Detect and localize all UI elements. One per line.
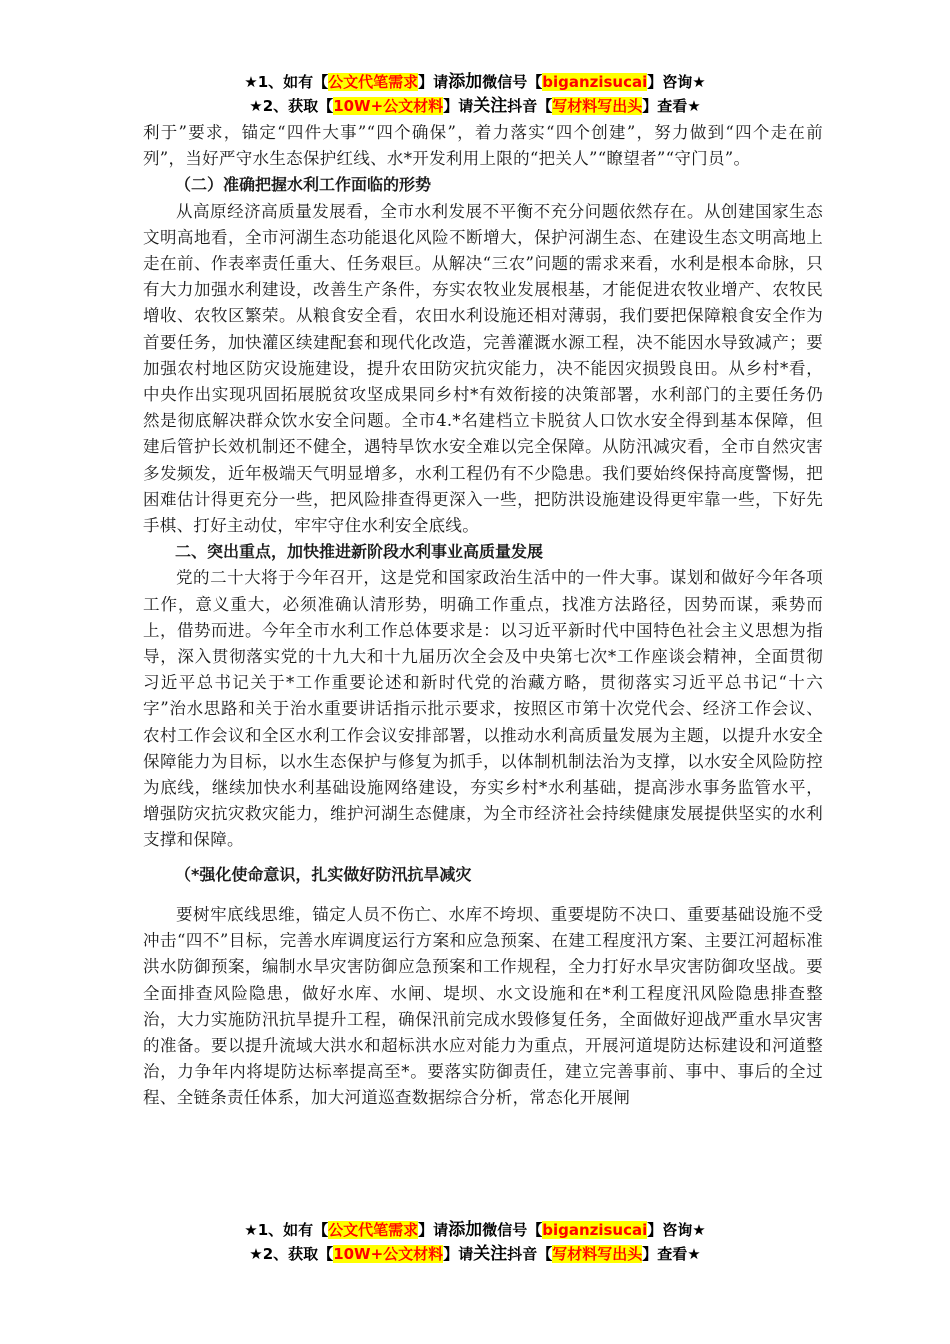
banner-text: ★1、如有【: [244, 73, 329, 91]
paragraph: 党的二十大将于今年召开，这是党和国家政治生活中的一件大事。谋划和做好今年各项工作，意义重大，必须准确认清形势，明确工作重点，找准方法路径，因势而谋，乘势而上，借势而进。今年全市水利工作总体要求是：以习近平新时代中国特色社会主义思想为指导，深入贯彻落实党的十九大和十九届历次全会及中央第七次*工作座谈会精神，全面贯彻习近平总书记关于*工作重要论述和新时代党的治藏方略，贯彻落实习近平总书记“十六字”治水思路和关于治水重要讲话指示批示要求，按照区市第十次党代会、经济工作会议、农村工作会议和全区水利工作会议安排部署，以推动水利高质量发展为主题，以提升水安全保障能力为目标，以水生态保护与修复为抓手，以体制机制法治为支撑，以水安全风险防控为底线，继续加快水利基础设施网络建设，夯实乡村*水利基础，提高涉水事务监管水平，增强防灾抗灾救灾能力，维护河湖生态健康，为全市经济社会持续健康发展提供坚实的水利支撑和保障。: [143, 568, 823, 850]
banner-highlight: 公文代笔需求: [328, 73, 419, 91]
banner-text: 抖音【: [507, 97, 553, 115]
banner-top: [0, 70, 950, 118]
banner-text: 】请: [418, 1221, 449, 1239]
banner-text: ★1、如有【: [244, 1221, 329, 1239]
banner-highlight: 10W+公文材料: [333, 97, 444, 115]
banner-text: 微信号【: [482, 73, 543, 91]
banner-text: 】请: [443, 97, 474, 115]
paragraph: 利于”要求，锚定“四件大事”“四个确保”，着力落实“四个创建”，努力做到“四个走在前列”，当好严守水生态保护红线、水*开发利用上限的“把关人”“瞭望者”“守门员”。: [143, 123, 823, 169]
banner-highlight: 公文代笔需求: [328, 1221, 419, 1239]
banner-text: 】请: [418, 73, 449, 91]
banner-bottom: [0, 1218, 950, 1266]
banner-text: ★2、获取【: [249, 97, 334, 115]
banner-text: 抖音【: [507, 1245, 553, 1263]
banner-highlight: biganzisucai: [542, 1221, 648, 1239]
banner-line-2: [0, 1242, 950, 1266]
banner-text: 】查看★: [642, 1245, 701, 1263]
document-body: [143, 120, 823, 1112]
banner-text: ★2、获取【: [249, 1245, 334, 1263]
banner-text: 】咨询★: [647, 1221, 706, 1239]
banner-text: 微信号【: [482, 1221, 543, 1239]
banner-highlight: biganzisucai: [542, 73, 648, 91]
banner-line-2: [0, 94, 950, 118]
banner-emphasis: 关注: [473, 1244, 508, 1264]
banner-highlight: 写材料写出头: [552, 97, 643, 115]
banner-text: 】查看★: [642, 97, 701, 115]
banner-emphasis: 添加: [448, 1220, 483, 1240]
section-heading: 二、突出重点，加快推进新阶段水利事业高质量发展: [175, 542, 544, 562]
banner-line-1: [0, 1218, 950, 1242]
section-heading: （二）准确把握水利工作面临的形势: [175, 175, 432, 195]
banner-text: 】咨询★: [647, 73, 706, 91]
banner-highlight: 写材料写出头: [552, 1245, 643, 1263]
paragraph: 要树牢底线思维，锚定人员不伤亡、水库不垮坝、重要堤防不决口、重要基础设施不受冲击“四不”目标，完善水库调度运行方案和应急预案、在建工程度汛方案、主要江河超标准洪水防御预案，编制水旱灾害防御应急预案和工作规程，全力打好水旱灾害防御攻坚战。要全面排查风险隐患，做好水库、水闸、堤坝、水文设施和在*利工程度汛风险隐患排查整治，大力实施防汛抗旱提升工程，确保汛前完成水毁修复任务，全面做好迎战严重水旱灾害的准备。要以提升流域大洪水和超标洪水应对能力为重点，开展河道堤防达标建设和河道整治，力争年内将堤防达标率提高至*。要落实防御责任，建立完善事前、事中、事后的全过程、全链条责任体系，加大河道巡查数据综合分析，常态化开展闸: [143, 904, 823, 1108]
banner-highlight: 10W+公文材料: [333, 1245, 444, 1263]
banner-emphasis: 添加: [448, 72, 483, 92]
section-heading: （*强化使命意识，扎实做好防汛抗旱减灾: [175, 864, 472, 884]
banner-text: 】请: [443, 1245, 474, 1263]
banner-emphasis: 关注: [473, 96, 508, 116]
banner-line-1: [0, 70, 950, 94]
paragraph: 从高原经济高质量发展看，全市水利发展不平衡不充分问题依然存在。从创建国家生态文明高地看，全市河湖生态功能退化风险不断增大，保护河湖生态、在建设生态文明高地上走在前、作表率责任重大、任务艰巨。从解决“三农”问题的需求来看，水利是根本命脉，只有大力加强水利建设，改善生产条件，夯实农牧业发展根基，才能促进农牧业增产、农牧民增收、农牧区繁荣。从粮食安全看，农田水利设施还相对薄弱，我们要把保障粮食安全作为首要任务，加快灌区续建配套和现代化改造，完善灌溉水源工程，决不能因水导致减产；要加强农村地区防灾设施建设，提升农田防灾抗灾能力，决不能因灾损毁良田。从乡村*看，中央作出实现巩固拓展脱贫攻坚成果同乡村*有效衔接的决策部署，水利部门的主要任务仍然是彻底解决群众饮水安全问题。全市4.*名建档立卡脱贫人口饮水安全得到基本保障，但建后管护长效机制还不健全，遇特旱饮水安全难以完全保障。从防汛减灾看，全市自然灾害多发频发，近年极端天气明显增多，水利工程仍有不少隐患。我们要始终保持高度警惕，把困难估计得更充分一些，把风险排查得更深入一些，把防洪设施建设得更牢靠一些，下好先手棋、打好主动仗，牢牢守住水利安全底线。: [143, 201, 823, 536]
